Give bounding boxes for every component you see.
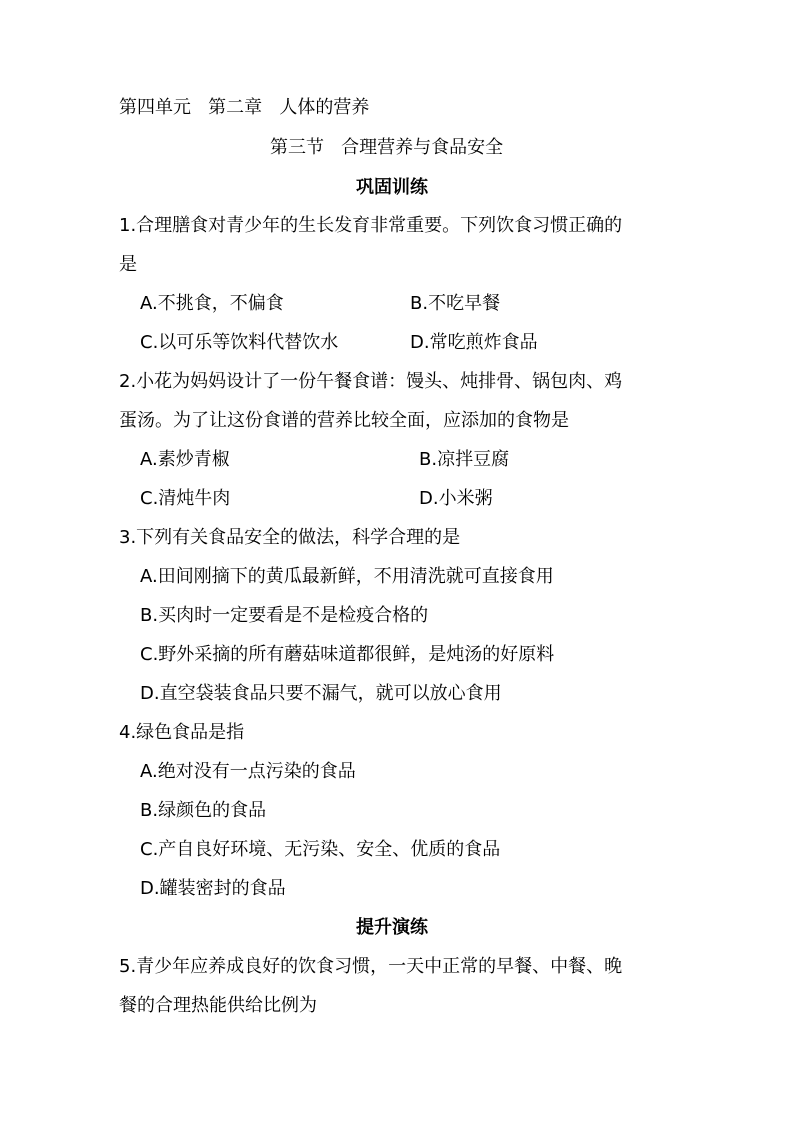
chapter-title: 人体的营养 <box>279 97 370 118</box>
section-title: 合理营养与食品安全 <box>341 137 504 158</box>
question-3-option-d: D.直空袋装食品只要不漏气，就可以放心食用 <box>140 683 502 704</box>
question-2-option-c: C.清炖牛肉 <box>140 488 231 509</box>
question-1-option-c: C.以可乐等饮料代替饮水 <box>140 332 339 353</box>
question-5-stem: 5.青少年应养成良好的饮食习惯，一天中正常的早餐、中餐、晚 <box>119 956 623 977</box>
question-4-stem: 4.绿色食品是指 <box>119 722 245 743</box>
question-2-option-b: B.凉拌豆腐 <box>419 449 510 470</box>
question-1-option-d: D.常吃煎炸食品 <box>410 332 538 353</box>
question-3-option-c: C.野外采摘的所有蘑菇味道都很鲜，是炖汤的好原料 <box>140 644 555 665</box>
unit-label: 第四单元 <box>119 97 191 118</box>
question-2-option-a: A.素炒青椒 <box>140 449 230 470</box>
question-3-option-b: B.买肉时一定要看是不是检疫合格的 <box>140 605 429 626</box>
question-1-option-a: A.不挑食，不偏食 <box>140 293 284 314</box>
question-4-option-c: C.产自良好环境、无污染、安全、优质的食品 <box>140 839 501 860</box>
question-1-stem-cont: 是 <box>119 254 137 275</box>
question-4-option-a: A.绝对没有一点污染的食品 <box>140 761 356 782</box>
part-title-consolidation: 巩固训练 <box>356 177 428 198</box>
section-label: 第三节 <box>270 137 324 158</box>
section-heading <box>270 136 503 160</box>
part-title-improvement: 提升演练 <box>356 917 428 938</box>
question-4-option-b: B.绿颜色的食品 <box>140 800 267 821</box>
question-4-option-d: D.罐装密封的食品 <box>140 878 286 899</box>
question-2-stem-cont: 蛋汤。为了让这份食谱的营养比较全面，应添加的食物是 <box>119 410 569 431</box>
chapter-heading <box>119 96 369 120</box>
question-3-option-a: A.田间刚摘下的黄瓜最新鲜，不用清洗就可直接食用 <box>140 566 554 587</box>
question-2-option-d: D.小米粥 <box>419 488 493 509</box>
question-1-option-b: B.不吃早餐 <box>410 293 501 314</box>
chapter-label: 第二章 <box>208 97 263 118</box>
question-2-stem: 2.小花为妈妈设计了一份午餐食谱：馒头、炖排骨、锅包肉、鸡 <box>119 371 623 392</box>
question-1-stem: 1.合理膳食对青少年的生长发育非常重要。下列饮食习惯正确的 <box>119 215 623 236</box>
question-5-stem-cont: 餐的合理热能供给比例为 <box>119 995 317 1016</box>
question-3-stem: 3.下列有关食品安全的做法，科学合理的是 <box>119 527 461 548</box>
